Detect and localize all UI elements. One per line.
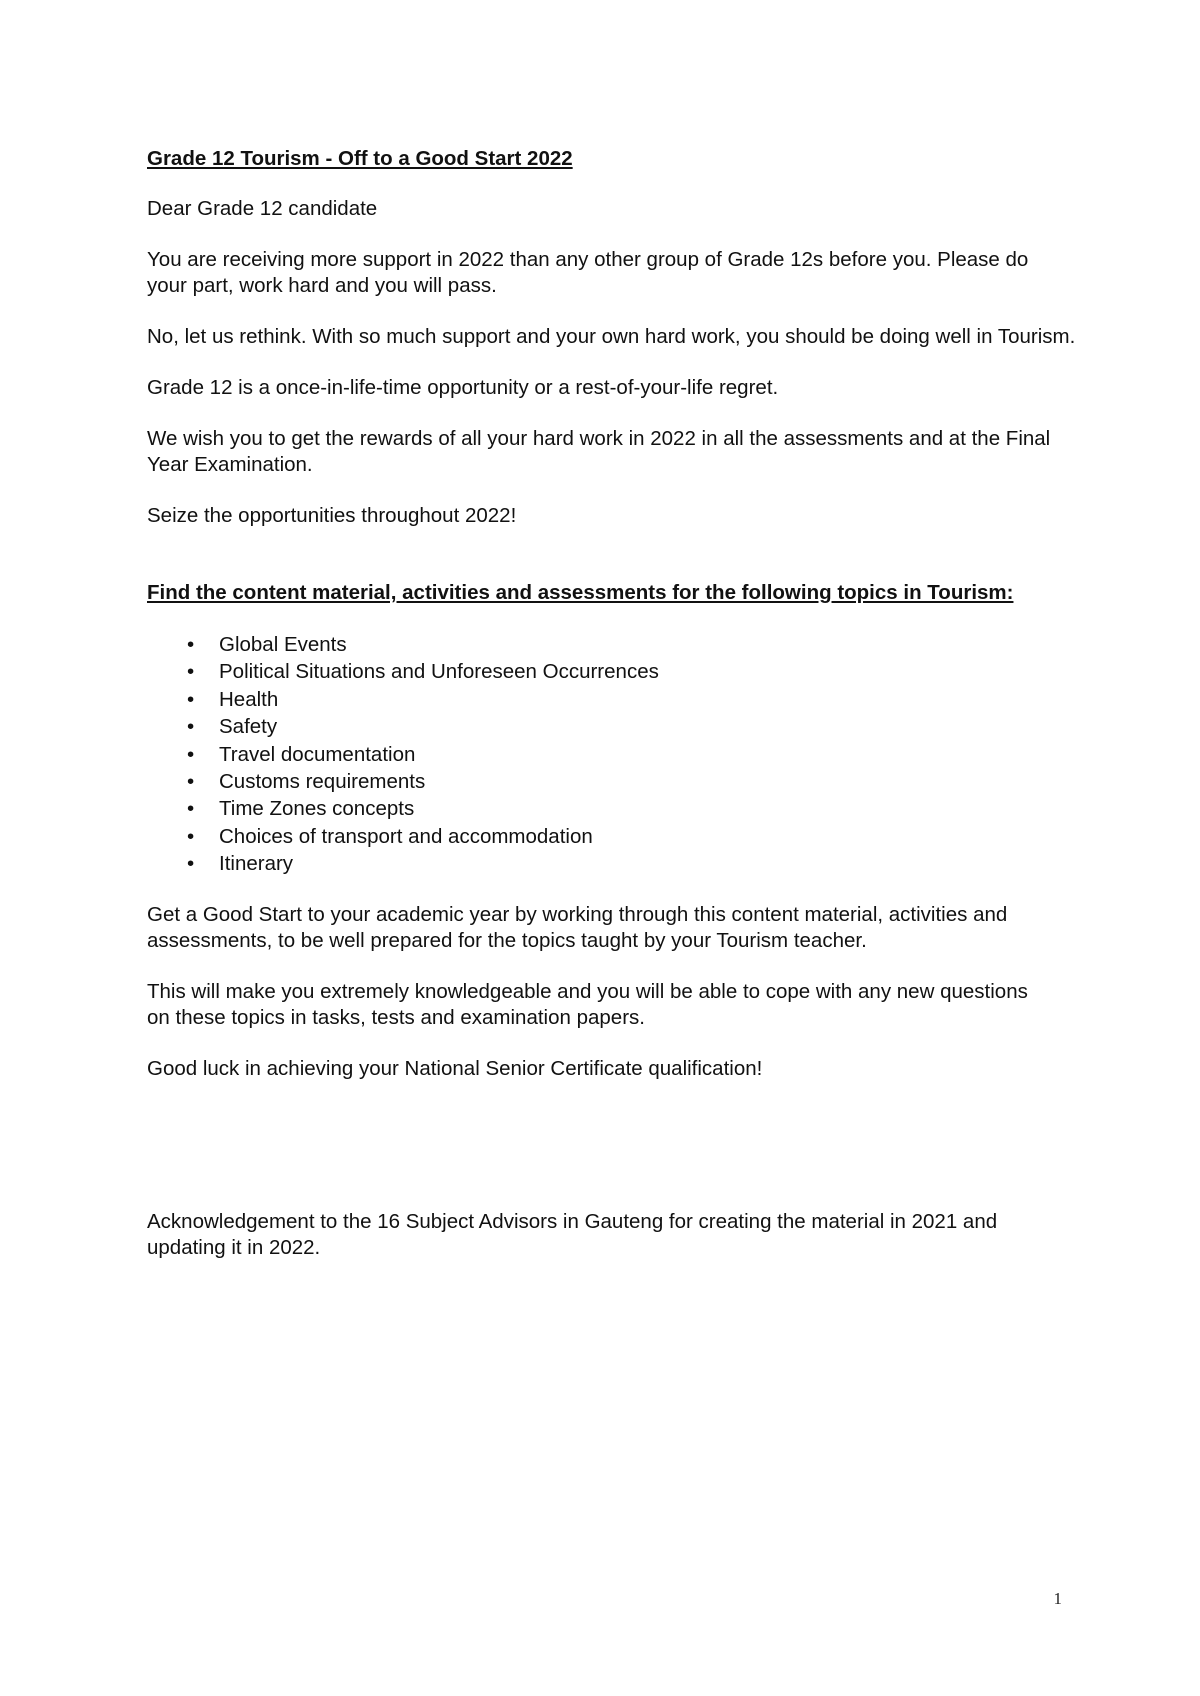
bullet-icon: • — [187, 770, 195, 794]
bullet-icon: • — [187, 687, 195, 711]
document-title: Grade 12 Tourism - Off to a Good Start 2022 — [147, 147, 573, 170]
bullet-icon: • — [187, 660, 195, 684]
list-item: • Choices of transport and accommodation — [147, 823, 1077, 850]
list-item: • Travel documentation — [147, 741, 1077, 768]
page-number: 1 — [1053, 1589, 1062, 1608]
paragraph-rethink: No, let us rethink. With so much support and your own hard work, you should be doing well in Tourism. — [147, 325, 1076, 348]
bullet-icon: • — [187, 797, 195, 821]
list-item: • Time Zones concepts — [147, 795, 1077, 822]
paragraph-good-start: Get a Good Start to your academic year by working through this content material, activities and assessments, to be well prepared for the topics taught by your Tourism teacher. — [147, 902, 1008, 952]
paragraph-good-luck: Good luck in achieving your National Senior Certificate qualification! — [147, 1056, 763, 1080]
paragraph-seize: Seize the opportunities throughout 2022! — [147, 504, 517, 527]
list-item: • Safety — [147, 713, 1077, 740]
list-item: • Global Events — [147, 631, 1077, 658]
greeting: Dear Grade 12 candidate — [147, 197, 378, 220]
topics-heading: Find the content material, activities and assessments for the following topics in Tourism: — [147, 581, 1014, 604]
acknowledgement: Acknowledgement to the 16 Subject Advisors in Gauteng for creating the material in 2021 and updating it in 2022. — [147, 1209, 998, 1259]
list-item: • Customs requirements — [147, 768, 1077, 795]
list-item: • Health — [147, 686, 1077, 713]
topics-list — [147, 631, 1077, 878]
paragraph-support: You are receiving more support in 2022 than any other group of Grade 12s before you. Please do your part, work hard and you will pass. — [147, 248, 1029, 297]
document-body — [147, 146, 1077, 1286]
bullet-icon: • — [187, 715, 195, 739]
bullet-icon: • — [187, 742, 195, 766]
paragraph-knowledgeable: This will make you extremely knowledgeable and you will be able to cope with any new questions on these topics in tasks, tests and examination papers. — [147, 979, 1028, 1029]
bullet-icon: • — [187, 824, 195, 848]
list-item: • Itinerary — [147, 850, 1077, 877]
paragraph-rewards: We wish you to get the rewards of all your hard work in 2022 in all the assessments and at the Final Year Examination. — [147, 427, 1051, 476]
list-item: • Political Situations and Unforeseen Occurrences — [147, 658, 1077, 685]
paragraph-opportunity: Grade 12 is a once-in-life-time opportunity or a rest-of-your-life regret. — [147, 376, 779, 399]
bullet-icon: • — [187, 633, 195, 656]
bullet-icon: • — [187, 852, 195, 876]
